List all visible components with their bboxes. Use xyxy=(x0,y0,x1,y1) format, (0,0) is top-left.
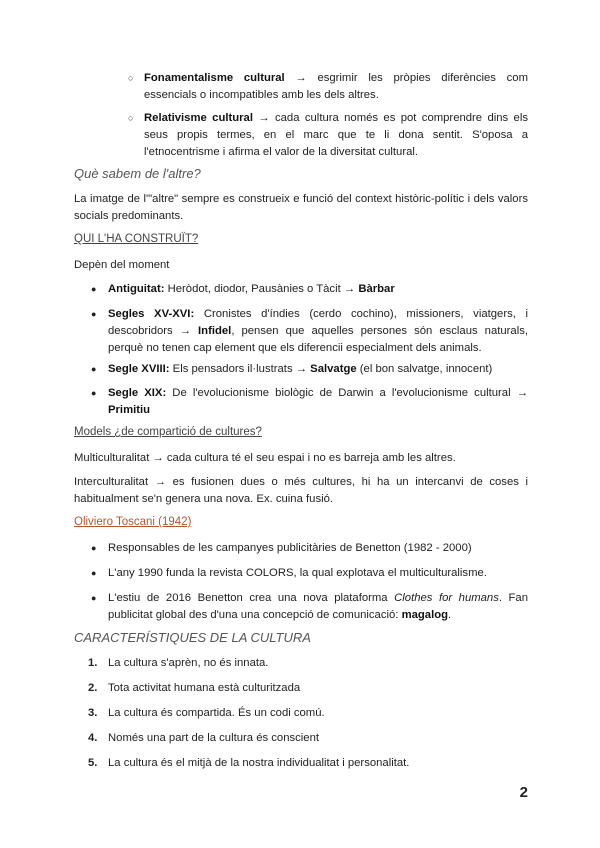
list-item-clothes-for-humans: L'estiu de 2016 Benetton crea una nova plataforma Clothes for humans. Fan publicitat global des d'una una concepció de comunicació: magalog. xyxy=(108,592,528,621)
bullet-icon: ● xyxy=(91,593,97,603)
list-number: 4. xyxy=(88,732,98,744)
heading-toscani: Oliviero Toscani (1942) xyxy=(74,516,192,528)
paragraph-interculturalitat: Interculturalitat → es fusionen dues o més cultures, hi ha un intercanvi de coses i habitualment se'n genera una nova. Ex. cuina fusió. xyxy=(74,476,528,505)
paragraph-imatge: La imatge de l'"altre" sempre es construeix e funció del context històric-polític i dels valors socials predominants. xyxy=(74,193,528,222)
paragraph-multiculturalitat: Multiculturalitat → cada cultura té el seu espai i no es barreja amb les altres. xyxy=(74,452,456,464)
heading-models: Models ¿de compartició de cultures? xyxy=(74,426,262,438)
paragraph-depen: Depèn del moment xyxy=(74,259,170,271)
list-item-caracteristica-2: Tota activitat humana està culturitzada xyxy=(108,682,301,694)
bullet-icon: ● xyxy=(91,388,97,398)
list-item-segles-xv-xvi: Segles XV-XVI: Cronistes d'índies (cerdo cochino), missioners, viatgers, i descobridors → Infidel, pensen que aquelles persones són esclaus naturals, perquè no tenen cap element que els diferencii especialment dels animals. xyxy=(108,308,529,354)
bullet-icon: ● xyxy=(91,284,97,294)
list-item-segle-xviii: Segle XVIII: Els pensadors il·lustrats → Salvatge (el bon salvatge, innocent) xyxy=(108,363,493,375)
bullet-icon: ● xyxy=(91,568,97,578)
list-item-caracteristica-4: Només una part de la cultura és conscient xyxy=(108,732,319,744)
list-item-colors: L'any 1990 funda la revista COLORS, la qual explotava el multiculturalisme. xyxy=(108,567,487,579)
list-item-caracteristica-1: La cultura s'aprèn, no és innata. xyxy=(108,657,269,669)
heading-que-sabem: Què sabem de l'altre? xyxy=(74,166,201,181)
heading-caracteristiques: CARACTERÍSTIQUES DE LA CULTURA xyxy=(74,630,311,645)
bullet-icon: ● xyxy=(91,309,97,319)
circle-bullet-icon: ○ xyxy=(128,73,134,83)
list-number: 2. xyxy=(88,682,98,694)
list-number: 3. xyxy=(88,707,98,719)
heading-qui-ha-construit: QUI L'HA CONSTRUÏT? xyxy=(74,233,199,245)
list-item-caracteristica-5: La cultura és el mitjà de la nostra individualitat i personalitat. xyxy=(108,757,410,769)
sub-item-relativisme: Relativisme cultural → cada cultura només es pot comprendre dins els seus propis termes, en el marc que te li dona sentit. S'oposa a l'etnocentrisme i afirma el valor de la diversitat cultural. xyxy=(144,112,528,158)
bullet-icon: ● xyxy=(91,364,97,374)
list-number: 5. xyxy=(88,757,98,769)
page-number: 2 xyxy=(519,784,528,801)
bullet-icon: ● xyxy=(91,543,97,553)
sub-item-fonamentalisme: Fonamentalisme cultural → esgrimir les pròpies diferències com essencials o incompatibles amb les dels altres. xyxy=(144,72,528,101)
circle-bullet-icon: ○ xyxy=(128,113,134,123)
list-item-caracteristica-3: La cultura és compartida. És un codi comú. xyxy=(108,707,325,719)
list-item-segle-xix: Segle XIX: De l'evolucionisme biològic de Darwin a l'evolucionisme cultural → Primitiu xyxy=(108,387,528,416)
list-number: 1. xyxy=(88,657,98,669)
list-item-benetton-campanyes: Responsables de les campanyes publicitàries de Benetton (1982 - 2000) xyxy=(108,542,472,554)
list-item-antiguitat: Antiguitat: Heròdot, diodor, Pausànies o Tàcit → Bàrbar xyxy=(108,283,395,295)
